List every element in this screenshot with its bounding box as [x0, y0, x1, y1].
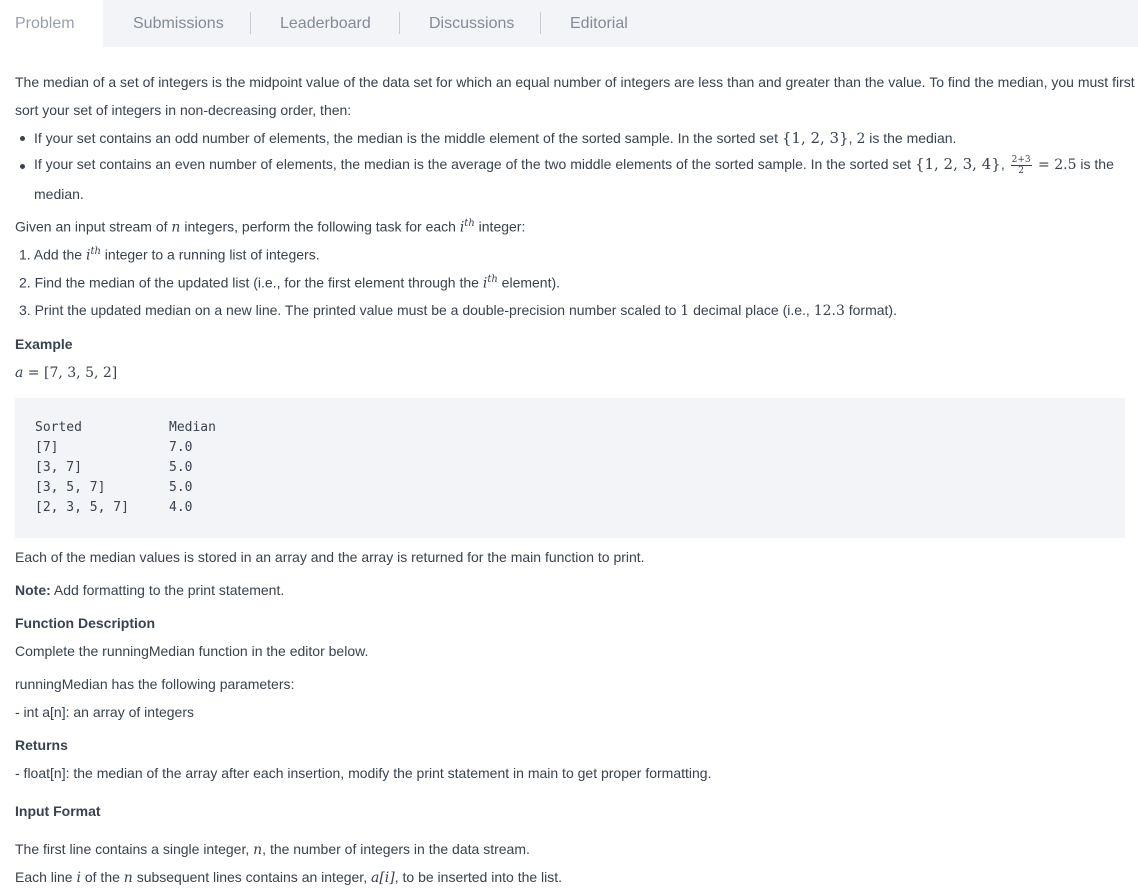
code-row-median: 5.0: [169, 460, 193, 475]
returns-text: - float[n]: the median of the array after each insertion, modify the print statement in main to get proper formatting.: [15, 765, 712, 781]
bullet-dot: [20, 136, 25, 141]
step-2: 2. Find the median of the updated list (i.e., for the first element through the $i^{th}$ element).: [19, 274, 561, 292]
bullet-dot: [20, 164, 25, 169]
code-row-sorted: [3, 5, 7]: [35, 480, 106, 495]
tab-editorial[interactable]: Editorial: [570, 15, 628, 32]
code-row-sorted: [2, 3, 5, 7]: [35, 500, 129, 515]
code-row-sorted: [3, 7]: [35, 460, 82, 475]
example-heading: Example: [15, 336, 73, 352]
tab-submissions[interactable]: Submissions: [133, 15, 224, 32]
tab-leaderboard[interactable]: Leaderboard: [280, 15, 371, 32]
bullet-even: If your set contains an even number of elements, the median is the average of the two middle elements of the sorted sample. In the sorted set {1, 2, 3, 4}, $\frac{2+3}{2}$ = 2.5 is the: [34, 155, 1114, 176]
step-1: 1. Add the $i^{th}$ integer to a running list of integers.: [19, 246, 320, 264]
tab-divider: [250, 12, 251, 34]
input-format-heading: Input Format: [15, 803, 101, 819]
returns-heading: Returns: [15, 737, 68, 753]
after-code-text: Each of the median values is stored in an array and the array is returned for the main function to print.: [15, 549, 645, 565]
note-line: Note: Add formatting to the print statement.: [15, 582, 285, 598]
input-format-line-1: The first line contains a single integer, n, the number of integers in the data stream.: [15, 841, 530, 858]
tab-divider: [540, 12, 541, 34]
tab-discussions[interactable]: Discussions: [429, 15, 515, 32]
step-3: 3. Print the updated median on a new line. The printed value must be a double-precision number scaled to 1 decimal place (i.e., 12.3 format).: [19, 302, 897, 319]
intro-line-1: The median of a set of integers is the midpoint value of the data set for which an equal number of integers are less than and greater than the value. To find the median, you must first: [15, 74, 1135, 90]
fraction: $\frac{2+3}{2}$: [1011, 155, 1031, 176]
params-text: runningMedian has the following parameters:: [15, 676, 295, 692]
param-item: - int a[n]: an array of integers: [15, 704, 194, 720]
example-code-block: [15, 398, 1125, 538]
code-row-median: 4.0: [169, 500, 193, 515]
code-header-sorted: Sorted: [35, 420, 82, 435]
bullet-even-continued: median.: [34, 186, 84, 202]
tab-problem[interactable]: Problem: [0, 0, 103, 47]
tab-divider: [399, 12, 400, 34]
input-format-line-2: Each line i of the n subsequent lines contains an integer, a[i], to be inserted into the list.: [15, 869, 563, 886]
code-row-median: 5.0: [169, 480, 193, 495]
example-array: a = [7, 3, 5, 2]: [15, 365, 118, 381]
function-description-text: Complete the runningMedian function in the editor below.: [15, 643, 369, 659]
code-row-sorted: [7]: [35, 440, 59, 455]
code-row-median: 7.0: [169, 440, 193, 455]
tab-bar: [0, 0, 1138, 47]
code-header-median: Median: [169, 420, 216, 435]
given-line: Given an input stream of n integers, perform the following task for each $i^{th}$ integer:: [15, 218, 526, 236]
bullet-odd: If your set contains an odd number of elements, the median is the middle element of the sorted sample. In the sorted set {1, 2, 3}, 2 is the median.: [34, 129, 957, 147]
function-description-heading: Function Description: [15, 615, 155, 631]
intro-line-2: sort your set of integers in non-decreasing order, then:: [15, 102, 352, 118]
